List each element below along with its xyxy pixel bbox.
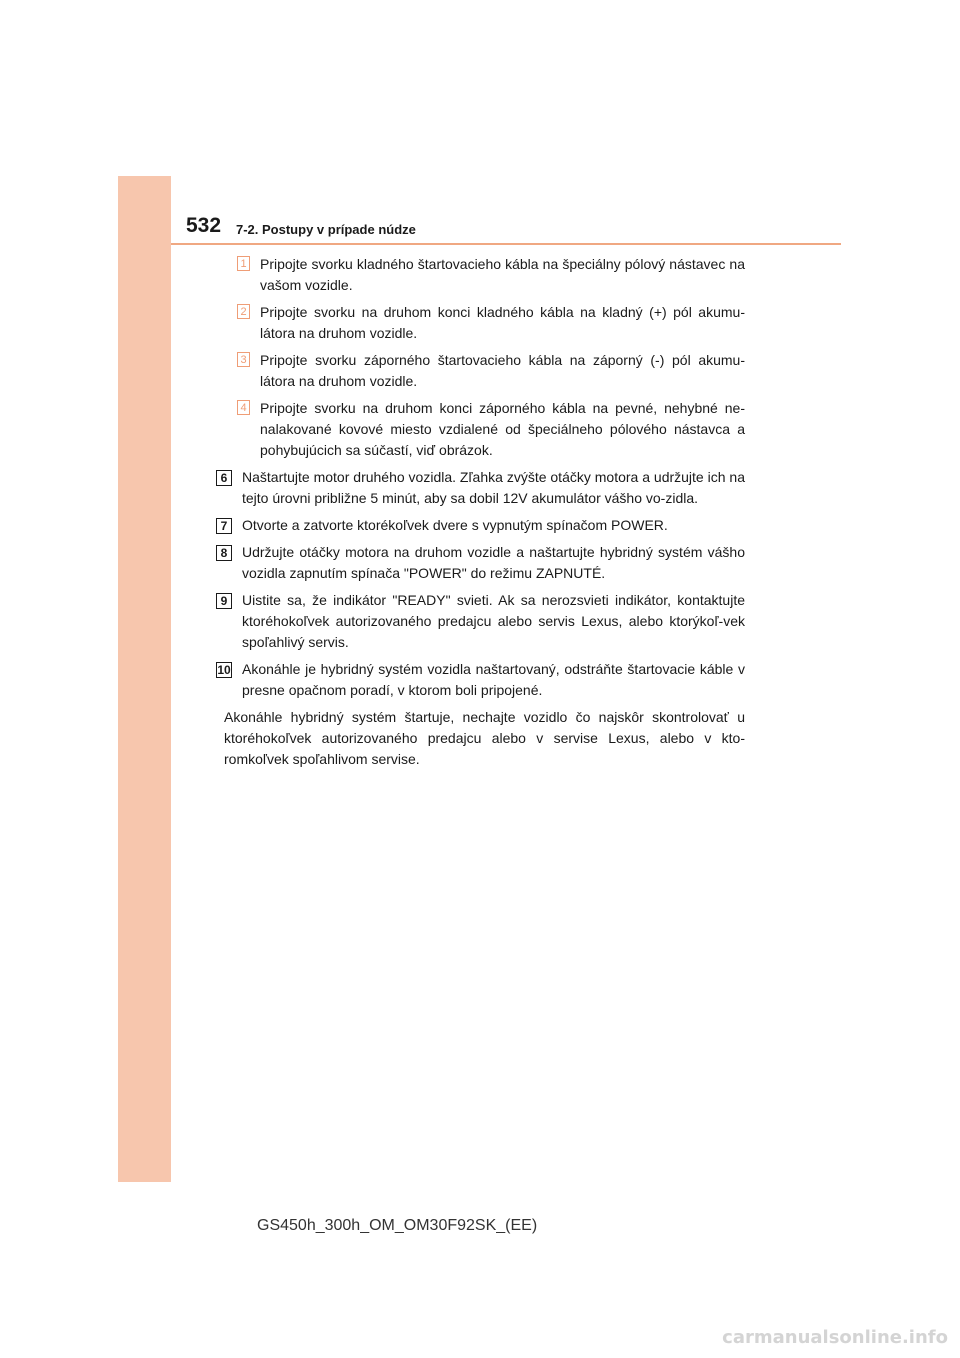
- step-number: 10: [217, 663, 231, 677]
- step-text: Akonáhle je hybridný systém vozidla naštartovaný, odstráňte štartovacie káble v presne opačnom poradí, v ktorom boli pripojené.: [242, 661, 745, 698]
- step-text: Naštartujte motor druhého vozidla. Zľahka zvýšte otáčky motora a udržujte ich na tejto úrovni približne 5 minút, aby sa dobil 12V akumulátor vášho vo-zidla.: [242, 469, 745, 506]
- step-number: 7: [216, 518, 232, 534]
- step-number: 9: [216, 593, 232, 609]
- sub-step-number: 3: [237, 352, 250, 367]
- watermark: carmanualsonline.info: [722, 1327, 948, 1348]
- sub-step-text: Pripojte svorku na druhom konci kladného kábla na kladný (+) pól akumu-látora na druhom vozidle.: [260, 304, 745, 341]
- step-number: 6: [216, 470, 232, 486]
- step-10: [171, 659, 771, 701]
- step-7: [171, 515, 771, 536]
- sub-step-4: [171, 398, 771, 461]
- step-9: [171, 590, 771, 653]
- sub-step-text: Pripojte svorku záporného štartovacieho kábla na záporný (-) pól akumu-látora na druhom vozidle.: [260, 352, 745, 389]
- header-rule: [171, 243, 841, 245]
- service-note: Akonáhle hybridný systém štartuje, nechajte vozidlo čo najskôr skontrolovať u ktoréhokoľvek autorizovaného predajcu alebo v servise Lexus, alebo v kto-romkoľvek spoľahlivom servise.: [224, 709, 745, 767]
- sub-step-text: Pripojte svorku kladného štartovacieho kábla na špeciálny pólový nástavec na vašom vozidle.: [260, 256, 745, 293]
- side-band: [118, 176, 171, 1182]
- document-code: GS450h_300h_OM_OM30F92SK_(EE): [257, 1217, 538, 1234]
- page-number: 532: [186, 214, 222, 237]
- step-text: Udržujte otáčky motora na druhom vozidle a naštartujte hybridný systém vášho vozidla zapnutím spínača "POWER" do režimu ZAPNUTÉ.: [242, 544, 745, 581]
- step-6: [171, 467, 771, 509]
- sub-step-2: [171, 302, 771, 344]
- step-8: [171, 542, 771, 584]
- step-text: Uistite sa, že indikátor "READY" svieti. Ak sa nerozsvieti indikátor, kontaktujte ktoréhokoľvek autorizovaného predajcu alebo servis Lexus, alebo ktorýkoľ-vek spoľahlivý servis.: [242, 592, 745, 650]
- sub-step-number: 2: [237, 304, 250, 319]
- step-number: 8: [216, 545, 232, 561]
- sub-step-1: [171, 254, 771, 296]
- step-text: Otvorte a zatvorte ktorékoľvek dvere s vypnutým spínačom POWER.: [242, 517, 668, 533]
- content-body: [171, 254, 771, 770]
- section-title: 7-2. Postupy v prípade núdze: [236, 222, 416, 237]
- sub-step-3: [171, 350, 771, 392]
- sub-step-number: 4: [237, 400, 250, 415]
- sub-step-number: 1: [237, 256, 250, 271]
- sub-step-text: Pripojte svorku na druhom konci záporného kábla na pevné, nehybné ne-nalakované kovové miesto vzdialené od špeciálneho pólového nástavca a pohybujúcich sa súčastí, viď obrázok.: [260, 400, 745, 458]
